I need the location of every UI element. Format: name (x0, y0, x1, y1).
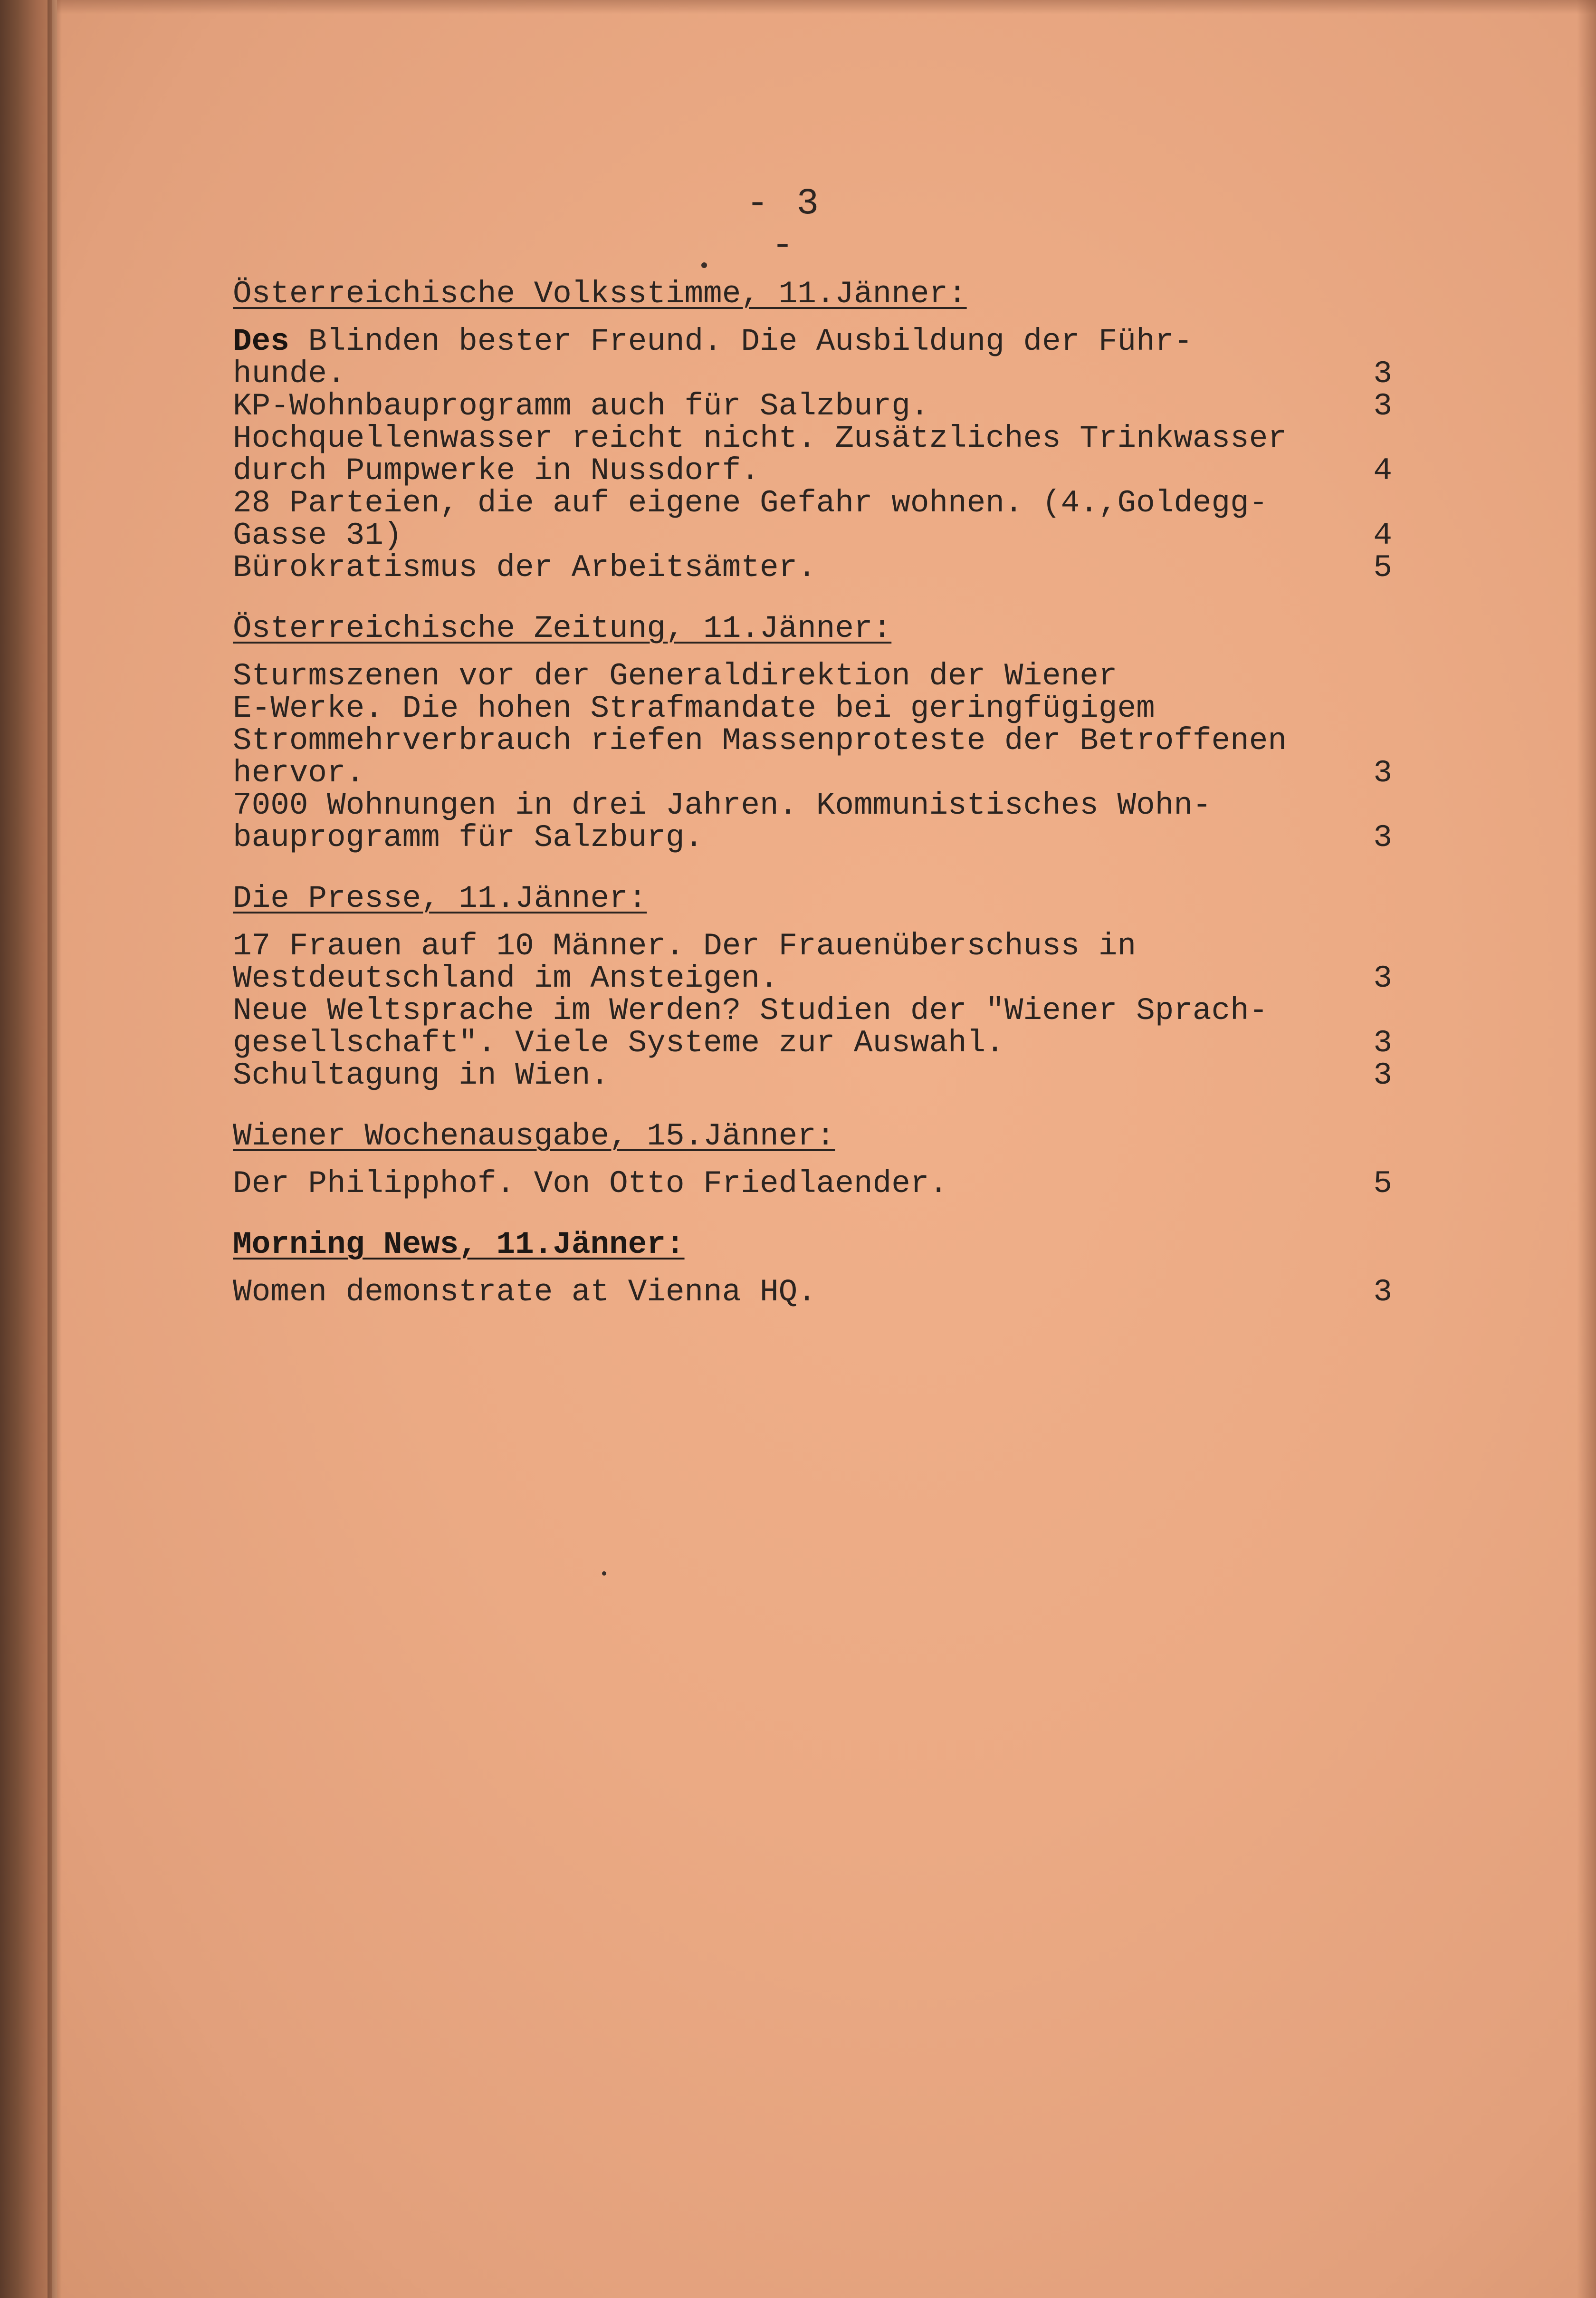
ink-dot (602, 1571, 606, 1576)
article-entry (233, 552, 1392, 584)
newspaper-section (233, 1229, 1392, 1308)
article-entry (233, 1276, 1392, 1308)
article-entry (233, 423, 1392, 487)
newspaper-heading: Österreichische Zeitung, 11.Jänner: (233, 611, 892, 646)
article-title: 28 Parteien, die auf eigene Gefahr wohnen. (4.,Goldegg- Gasse 31) (233, 485, 1268, 553)
article-title: Bürokratismus der Arbeitsämter. (233, 550, 816, 586)
article-page-number: 3 (1373, 388, 1392, 424)
newspaper-heading: Wiener Wochenausgabe, 15.Jänner: (233, 1118, 835, 1154)
newspaper-heading: Die Presse, 11.Jänner: (233, 881, 647, 916)
ink-dot (701, 262, 707, 268)
article-page-number: 4 (1373, 453, 1392, 489)
article-page-number: 3 (1373, 1058, 1392, 1093)
article-page-number: 4 (1373, 518, 1392, 553)
article-title: Neue Weltsprache im Werden? Studien der "Wiener Sprach- gesellschaft". Viele Systeme zur Auswahl. (233, 993, 1268, 1061)
article-title: Women demonstrate at Vienna HQ. (233, 1274, 816, 1310)
article-page-number: 3 (1373, 1025, 1392, 1061)
article-entry (233, 995, 1392, 1059)
index-content (233, 278, 1392, 1337)
article-lead-word: Des (233, 324, 289, 359)
article-page-number: 5 (1373, 1166, 1392, 1202)
newspaper-section (233, 613, 1392, 854)
article-page-number: 5 (1373, 550, 1392, 586)
article-entry (233, 487, 1392, 552)
newspaper-section (233, 883, 1392, 1092)
binding-gutter (0, 0, 52, 2298)
newspaper-section (233, 278, 1392, 584)
article-entry (233, 660, 1392, 789)
gutter-shadow (48, 0, 62, 2298)
article-title: Hochquellenwasser reicht nicht. Zusätzliches Trinkwasser durch Pumpwerke in Nussdorf. (233, 421, 1287, 489)
article-entry (233, 930, 1392, 995)
article-entry (233, 390, 1392, 423)
article-page-number: 3 (1373, 961, 1392, 996)
article-title-text: Blinden bester Freund. Die Ausbildung der Führ- hunde. (233, 324, 1193, 392)
article-page-number: 3 (1373, 820, 1392, 856)
newspaper-section (233, 1120, 1392, 1200)
top-edge-shadow (57, 0, 1596, 14)
article-entry (233, 789, 1392, 854)
article-entry (233, 1168, 1392, 1200)
newspaper-heading: Morning News, 11.Jänner: (233, 1227, 685, 1262)
article-title: Schultagung in Wien. (233, 1058, 610, 1093)
article-entry (233, 1059, 1392, 1092)
article-title (233, 326, 1326, 390)
article-title: Der Philipphof. Von Otto Friedlaender. (233, 1166, 948, 1202)
right-edge-shadow (1577, 0, 1596, 2298)
article-title: 17 Frauen auf 10 Männer. Der Frauenüberschuss in Westdeutschland im Ansteigen. (233, 928, 1137, 996)
article-page-number: 3 (1373, 755, 1392, 791)
newspaper-heading: Österreichische Volksstimme, 11.Jänner: (233, 276, 967, 312)
article-page-number: 3 (1373, 1274, 1392, 1310)
article-title: KP-Wohnbauprogramm auch für Salzburg. (233, 388, 929, 424)
article-page-number: 3 (1373, 356, 1392, 392)
article-title: 7000 Wohnungen in drei Jahren. Kommunistisches Wohn- bauprogramm für Salzburg. (233, 788, 1212, 856)
page-number: - 3 - (746, 183, 822, 267)
article-title: Sturmszenen vor der Generaldirektion der Wiener E-Werke. Die hohen Strafmandate bei geringfügigem Strommehrverbrauch riefen Massenproteste der Betroffenen hervor. (233, 658, 1287, 791)
article-entry (233, 326, 1392, 390)
